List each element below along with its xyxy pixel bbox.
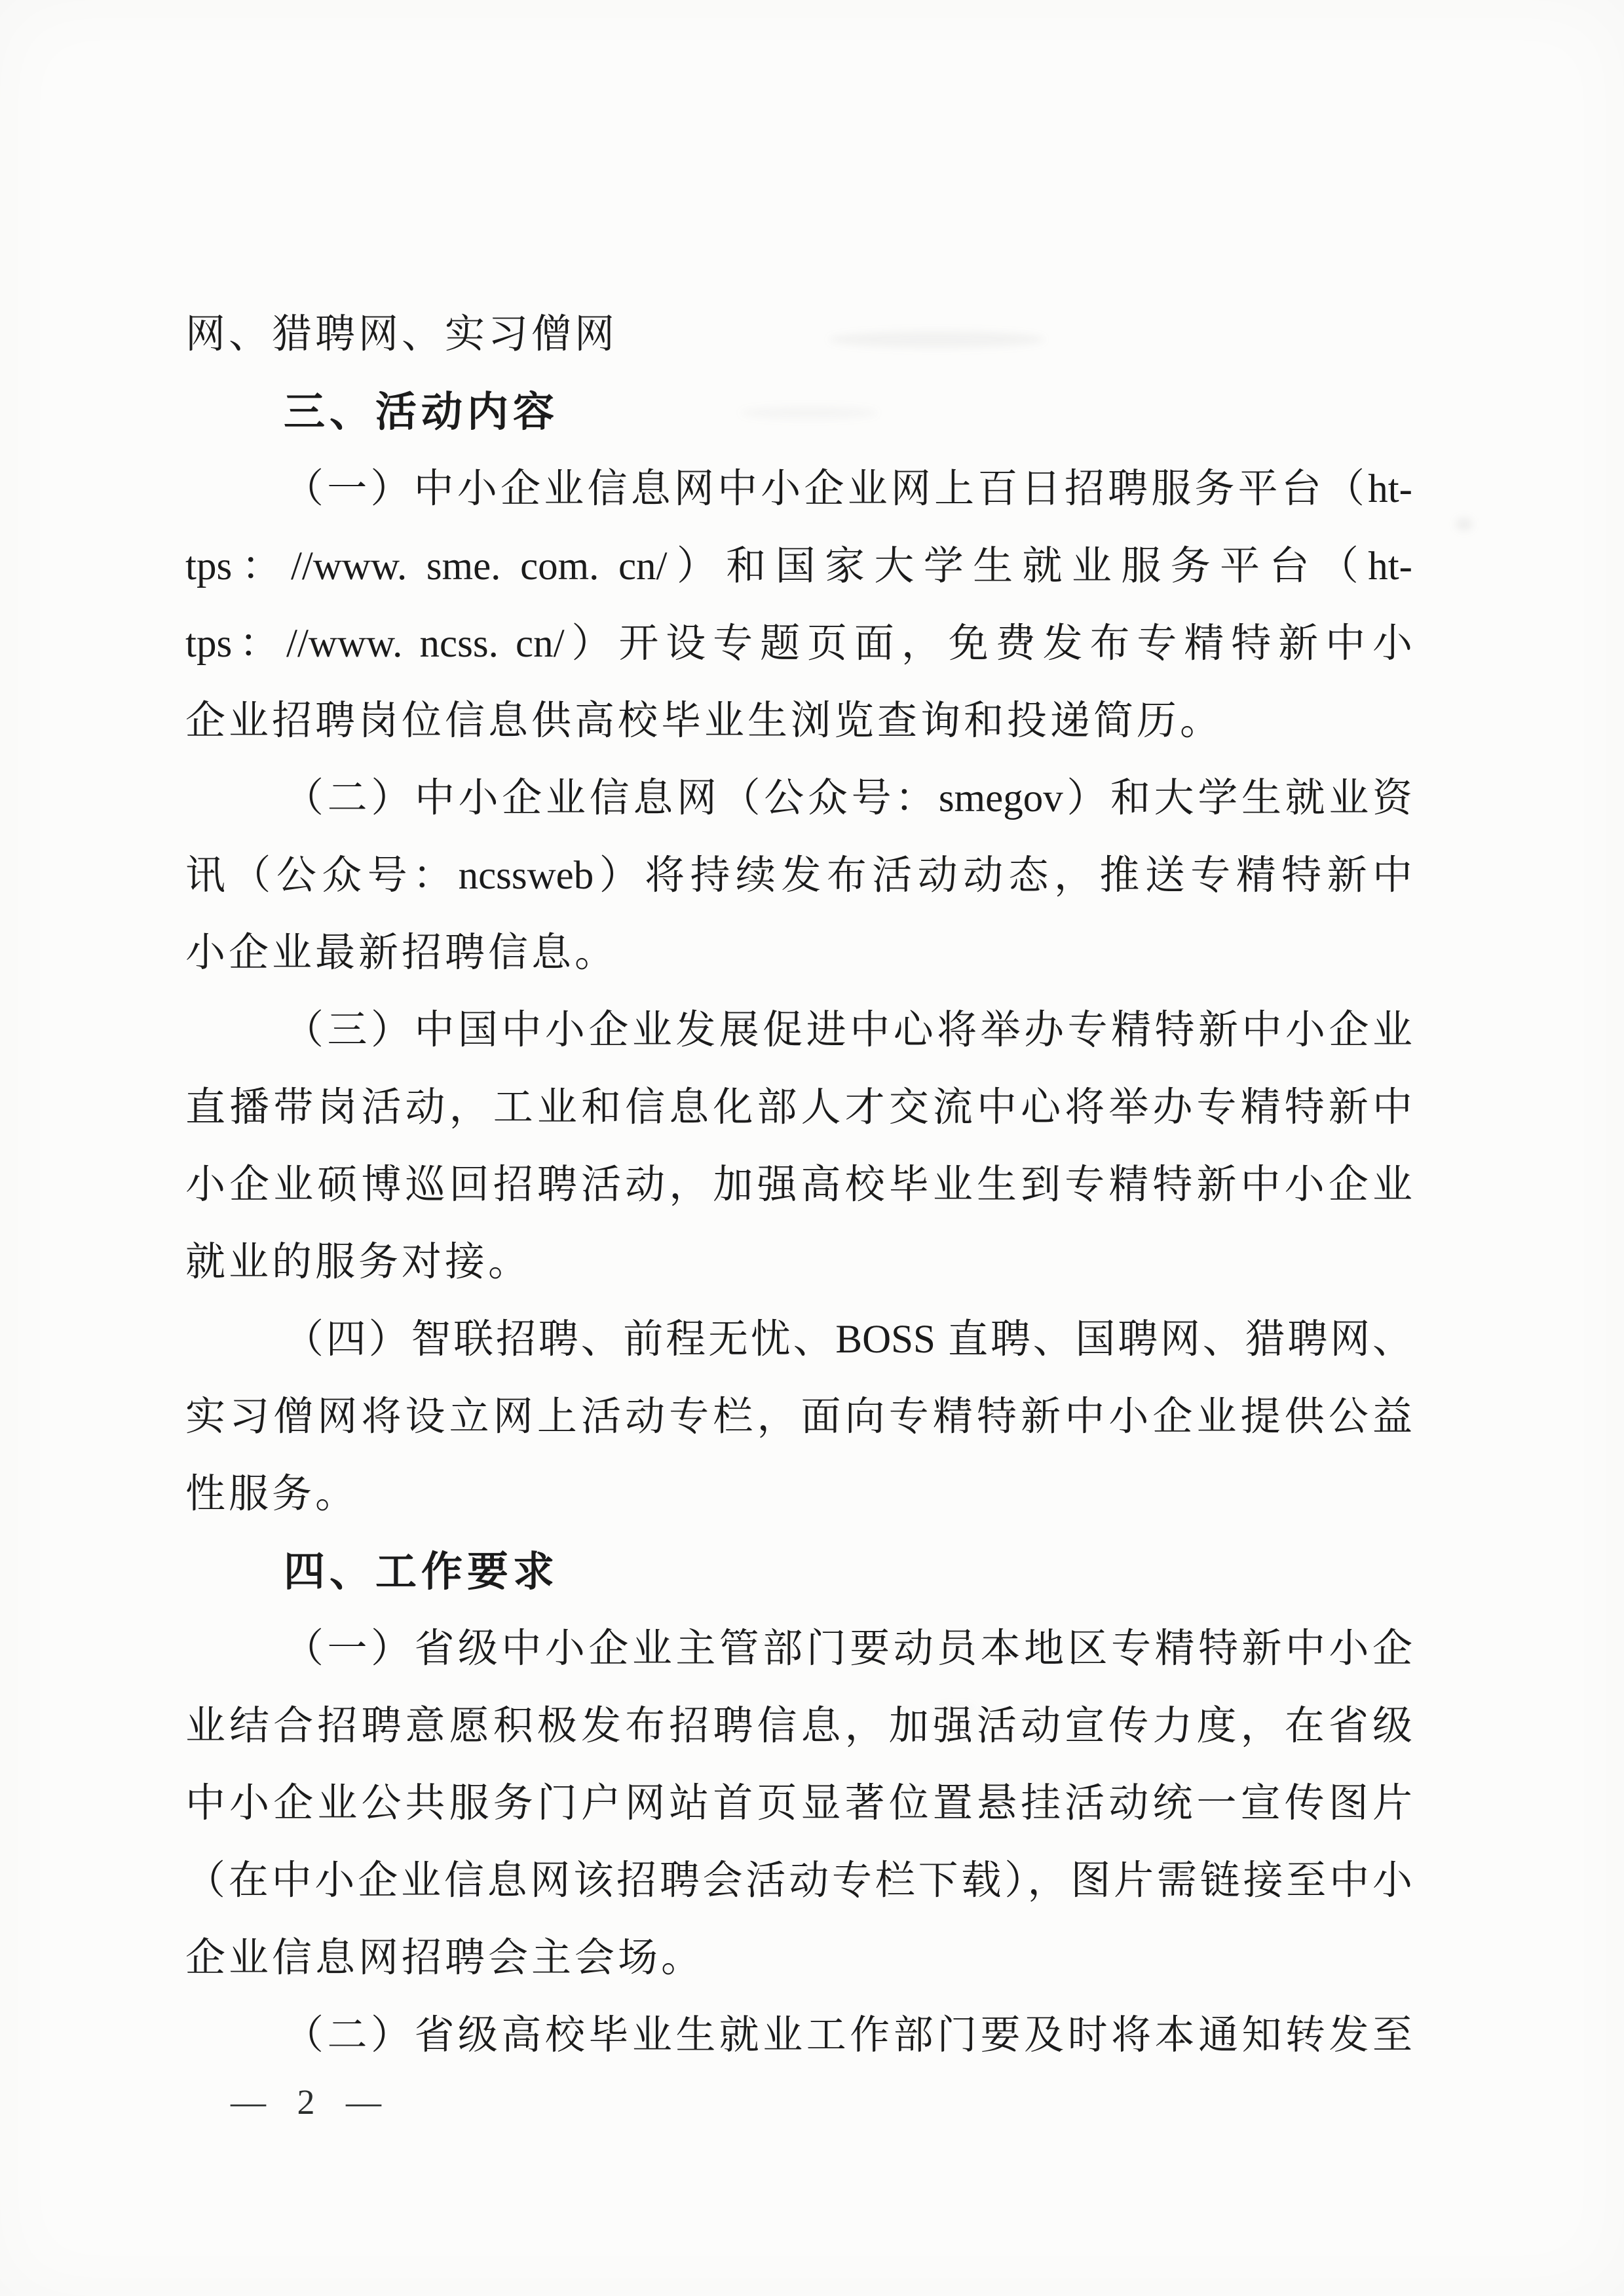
- text-line: 性服务。: [185, 1472, 359, 1516]
- scan-artifact: [740, 406, 878, 419]
- page-footer: [231, 2076, 381, 2128]
- text-line: 业结合招聘意愿积极发布招聘信息，加强活动宣传力度，在省级: [185, 1704, 1412, 1748]
- text-line: （在中小企业信息网该招聘会活动专栏下载），图片需链接至中小: [185, 1859, 1412, 1903]
- text-line: tps：//www. sme. com. cn/）和国家大学生就业服务平台（ht-: [185, 545, 1412, 588]
- text-line: 直播带岗活动，工业和信息化部人才交流中心将举办专精特新中: [185, 1086, 1412, 1130]
- section-heading-4: 四、工作要求: [284, 1549, 559, 1595]
- text-line: 小企业硕博巡回招聘活动，加强高校毕业生到专精特新中小企业: [185, 1163, 1412, 1207]
- text-line: （四）智联招聘、前程无忧、BOSS 直聘、国聘网、猎聘网、: [284, 1318, 1412, 1362]
- text-line: 讯（公众号：ncssweb）将持续发布活动动态，推送专精特新中: [185, 854, 1412, 898]
- text-line: （三）中国中小企业发展促进中心将举办专精特新中小企业: [284, 1008, 1412, 1052]
- text-line: tps：//www. ncss. cn/）开设专题页面，免费发布专精特新中小: [185, 622, 1412, 666]
- document-body: [185, 296, 1412, 2075]
- scan-artifact: [829, 331, 1045, 348]
- text-line: （二）中小企业信息网（公众号：smegov）和大学生就业资: [284, 776, 1412, 820]
- text-line: （一）省级中小企业主管部门要动员本地区专精特新中小企: [284, 1627, 1412, 1671]
- text-line: 企业信息网招聘会主会场。: [185, 1936, 705, 1980]
- text-line: 小企业最新招聘信息。: [185, 931, 618, 975]
- section-heading-3: 三、活动内容: [284, 389, 559, 435]
- text-line: 企业招聘岗位信息供高校毕业生浏览查询和投递简历。: [185, 699, 1224, 743]
- text-line: （一）中小企业信息网中小企业网上百日招聘服务平台（ht-: [284, 467, 1412, 511]
- scan-artifact: [937, 1704, 976, 1714]
- page-number: — 2 —: [231, 2082, 381, 2122]
- text-line: 中小企业公共服务门户网站首页显著位置悬挂活动统一宣传图片: [185, 1782, 1412, 1826]
- scan-artifact: [1456, 518, 1473, 531]
- text-line: 网、猎聘网、实习僧网: [185, 313, 618, 356]
- text-line: （二）省级高校毕业生就业工作部门要及时将本通知转发至: [284, 2014, 1412, 2057]
- text-line: 就业的服务对接。: [185, 1240, 532, 1284]
- text-line: 实习僧网将设立网上活动专栏，面向专精特新中小企业提供公益: [185, 1395, 1412, 1439]
